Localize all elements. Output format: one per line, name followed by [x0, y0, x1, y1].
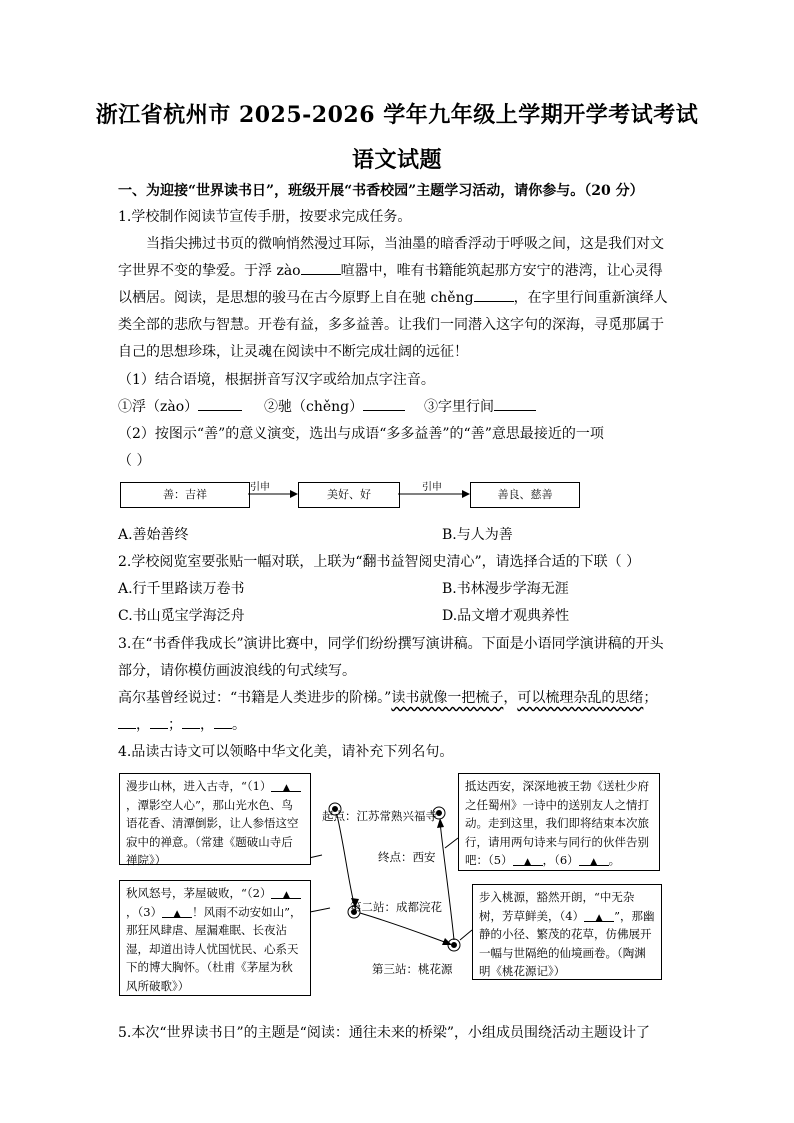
triangle-marker: ▲ [282, 890, 290, 900]
wavy-sentence: 可以梳理杂乱的思绪 [517, 690, 644, 706]
flow-arrow-label: 引申 [250, 482, 270, 493]
option-d[interactable]: D.品文增才观典养性 [442, 608, 570, 624]
q1-passage-line: 以栖居。阅读，是思想的骏马在古今原野上自在驰 chěng ，在字里行间重新演绎人 [118, 287, 668, 307]
q5-stem: 5.本次“世界读书日”的主题是“阅读：通往未来的桥梁”，小组成员围绕活动主题设计了 [118, 1025, 650, 1041]
q2-stem: 2.学校阅览室要张贴一幅对联，上联为“翻书益智阅史清心”，请选择合适的下联（ ） [118, 554, 641, 570]
q1-sub1: （1）结合语境，根据拼音写汉字或给加点字注音。 [118, 372, 435, 388]
flow-box: 美好、好 [298, 482, 400, 508]
q1-passage-line: 当指尖拂过书页的微响悄然漫过耳际，当油墨的暗香浮动于呼吸之间，这是我们对文 [146, 236, 664, 252]
q3-answer-line[interactable]: ， ； ， 。 [118, 714, 246, 734]
option-b[interactable]: B.与人为善 [442, 527, 513, 543]
wavy-sentence: 读书就像一把梳子 [391, 690, 504, 706]
q1-sub1-item: ③字里行间 [424, 396, 536, 416]
q1-passage-line: 类全部的悲欣与智慧。开卷有益，多多益善。让我们一同潜入这字句的深海，寻觅那属于 [118, 317, 664, 333]
option-a[interactable]: A.善始善终 [118, 527, 189, 543]
q1-passage-line: 自己的思想珍珠，让灵魂在阅读中不断完成壮阔的远征！ [118, 344, 468, 360]
q3-stem: 部分，请你模仿画波浪线的句式续写。 [118, 663, 356, 679]
triangle-marker: ▲ [173, 908, 181, 919]
q3-stem: 3.在“书香伴我成长”演讲比赛中，同学们纷纷撰写演讲稿。下面是小语同学演讲稿的开头 [118, 636, 664, 652]
section-heading: 一、为迎接“世界读书日”，班级开展“书香校园”主题学习活动，请你参与。（20 分） [118, 183, 644, 199]
station-label: 第二站：成都浣花 [350, 900, 442, 914]
option-b[interactable]: B.书林漫步学海无涯 [442, 581, 569, 597]
q1-passage-line: 字世界不变的挚爱。于浮 zào 喧嚣中，唯有书籍能筑起那方安宁的港湾，让心灵得 [118, 260, 663, 280]
triangle-marker: ▲ [590, 857, 598, 867]
callout-xian: 抵达西安，深深地被王勃《送杜少府之任蜀州》一诗中的送别友人之情打动。走到这里，我们即将结束本次旅行，请用两句诗来与同行的伙伴告别吧：（5） ▲ ，（6） ▲ 。 [458, 773, 660, 871]
station-label: 第三站：桃花源 [372, 962, 453, 976]
q1-sub2: （2）按图示“善”的意义演变，选出与成语“多多益善”的“善”意思最接近的一项 [118, 426, 604, 442]
q1-sub1-item: ②驰（chěng） [264, 396, 405, 416]
triangle-marker: ▲ [524, 857, 532, 867]
callout-peach-blossom: 步入桃源，豁然开朗，“中无杂树，芳草鲜美，（4） ▲ ”，那幽静的小径、繁茂的花草，仿佛展开一幅与世隔绝的仙境画卷。（陶渊明《桃花源记》） [472, 884, 662, 980]
option-a[interactable]: A.行千里路读万卷书 [118, 581, 245, 597]
q1-stem: 1.学校制作阅读节宣传手册，按要求完成任务。 [118, 209, 412, 225]
callout-cottage: 秋风怒号，茅屋破败，“（2） ▲，（3） ▲ ！风雨不动安如山”，那狂风肆虐、屋漏难眠、长夜沾湿，却道出诗人忧国忧民、心系天下的博大胸怀。（杜甫《茅屋为秋风所破歌》） [119, 880, 311, 996]
station-label: 终点：西安 [378, 850, 436, 864]
q1-sub1-item: ①浮（zào） [118, 396, 242, 416]
option-c[interactable]: C.书山觅宝学海泛舟 [118, 608, 245, 624]
q3-example: 高尔基曾经说过：“书籍是人类进步的阶梯。”读书就像一把梳子，可以梳理杂乱的思绪； [118, 690, 658, 706]
flow-arrow-label: 引申 [422, 482, 442, 493]
triangle-marker: ▲ [595, 912, 603, 923]
page-subtitle: 语文试题 [351, 147, 442, 173]
flow-box: 善：吉祥 [120, 482, 250, 508]
callout-temple: 漫步山林，进入古寺，“（1） ▲，潭影空人心”，那山光水色、鸟语花香、清潭倒影，让人参悟这空寂中的禅意。（常建《题破山寺后禅院》） [119, 773, 311, 865]
page-title: 浙江省杭州市 2025-2026 学年九年级上学期开学考试考试 [95, 102, 699, 128]
q4-stem: 4.品读古诗文可以领略中华文化美，请补充下列名句。 [118, 744, 454, 760]
flow-box: 善良、慈善 [470, 482, 580, 508]
station-label: 起点：江苏常熟兴福寺 [322, 809, 437, 823]
triangle-marker: ▲ [282, 783, 290, 793]
answer-paren[interactable]: （ ） [118, 453, 151, 469]
